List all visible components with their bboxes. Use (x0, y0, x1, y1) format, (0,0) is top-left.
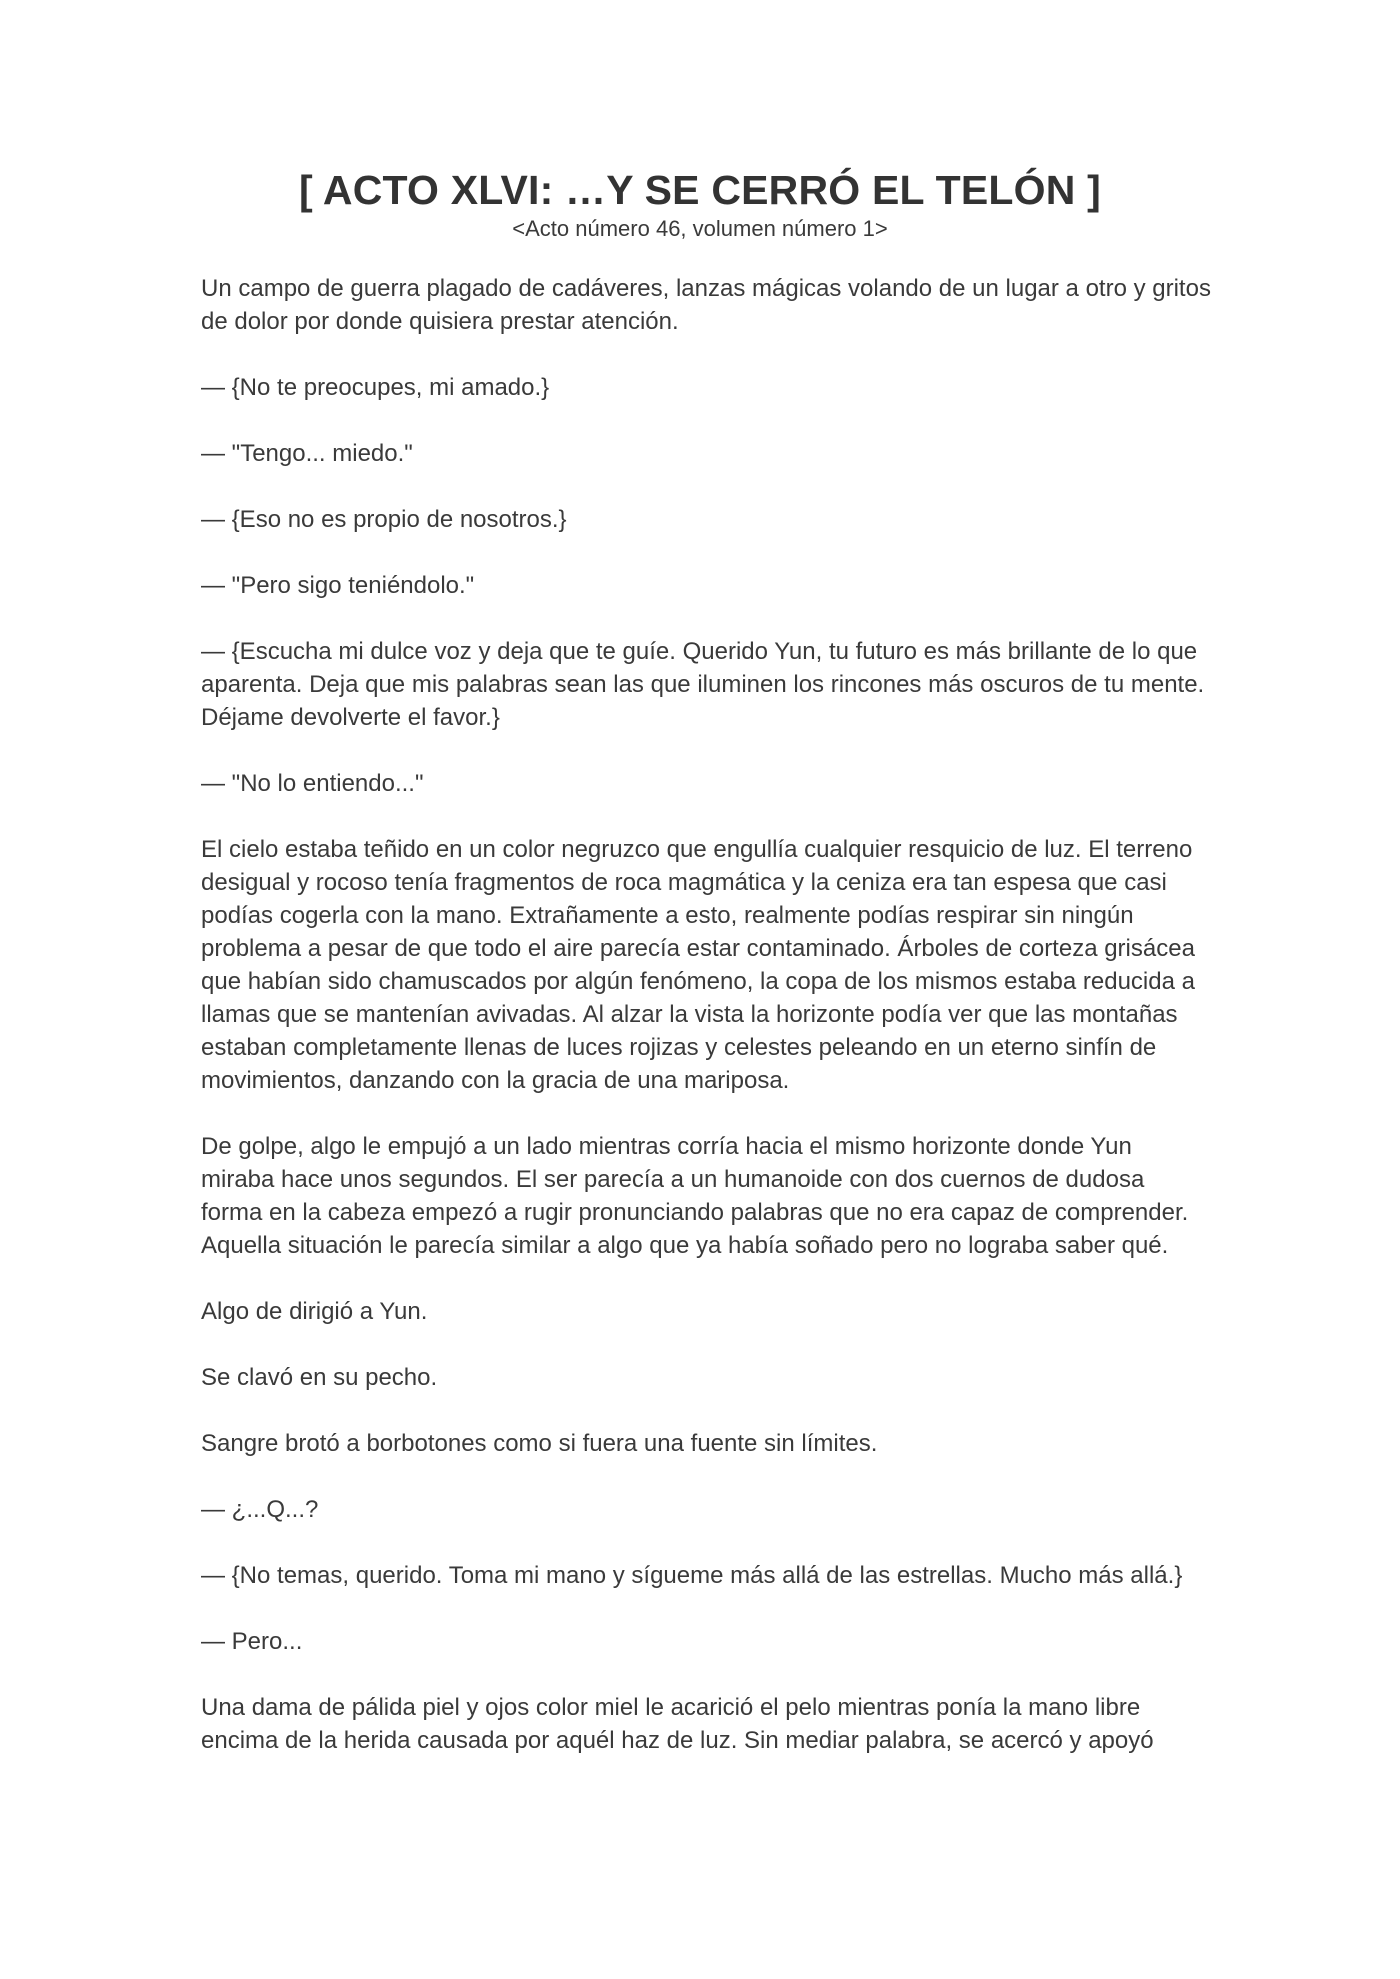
document-header (0, 166, 1400, 244)
paragraph: Un campo de guerra plagado de cadáveres, lanzas mágicas volando de un lugar a otro y gritos de dolor por donde quisiera prestar atención. (201, 275, 1211, 335)
page-subtitle: <Acto número 46, volumen número 1> (512, 216, 888, 241)
dialogue-line: — {Eso no es propio de nosotros.} (201, 506, 567, 533)
document-body (201, 272, 1211, 1790)
paragraph: De golpe, algo le empujó a un lado mientras corría hacia el mismo horizonte donde Yun miraba hace unos segundos. El ser parecía a un humanoide con dos cuernos de dudosa forma en la cabeza empezó a rugir pronunciando palabras que no era capaz de comprender. Aquella situación le parecía similar a algo que ya había soñado pero no lograba saber qué. (201, 1133, 1189, 1259)
dialogue-line: — {No te preocupes, mi amado.} (201, 374, 550, 401)
dialogue-line: — Pero... (201, 1628, 303, 1655)
paragraph: Sangre brotó a borbotones como si fuera una fuente sin límites. (201, 1430, 878, 1457)
dialogue-line: — {No temas, querido. Toma mi mano y sígueme más allá de las estrellas. Mucho más allá.} (201, 1562, 1183, 1589)
paragraph: Se clavó en su pecho. (201, 1364, 438, 1391)
paragraph: Una dama de pálida piel y ojos color miel le acarició el pelo mientras ponía la mano libre encima de la herida causada por aquél haz de luz. Sin mediar palabra, se acercó y apoyó (201, 1694, 1154, 1754)
dialogue-line: — ¿...Q...? (201, 1496, 319, 1523)
dialogue-line: — "No lo entiendo..." (201, 770, 424, 797)
paragraph: Algo de dirigió a Yun. (201, 1298, 428, 1325)
dialogue-line: — {Escucha mi dulce voz y deja que te guíe. Querido Yun, tu futuro es más brillante de lo que aparenta. Deja que mis palabras sean las que iluminen los rincones más oscuros de tu mente. Déjame devolverte el favor.} (201, 638, 1205, 731)
paragraph: El cielo estaba teñido en un color negruzco que engullía cualquier resquicio de luz. El terreno desigual y rocoso tenía fragmentos de roca magmática y la ceniza era tan espesa que casi podías cogerla con la mano. Extrañamente a esto, realmente podías respirar sin ningún problema a pesar de que todo el aire parecía estar contaminado. Árboles de corteza grisácea que habían sido chamuscados por algún fenómeno, la copa de los mismos estaba reducida a llamas que se mantenían avivadas. Al alzar la vista la horizonte podía ver que las montañas estaban completamente llenas de luces rojizas y celestes peleando en un eterno sinfín de movimientos, danzando con la gracia de una mariposa. (201, 836, 1195, 1094)
dialogue-line: — "Pero sigo teniéndolo." (201, 572, 475, 599)
page-title: [ ACTO XLVI: …Y SE CERRÓ EL TELÓN ] (298, 167, 1101, 213)
dialogue-line: — "Tengo... miedo." (201, 440, 413, 467)
